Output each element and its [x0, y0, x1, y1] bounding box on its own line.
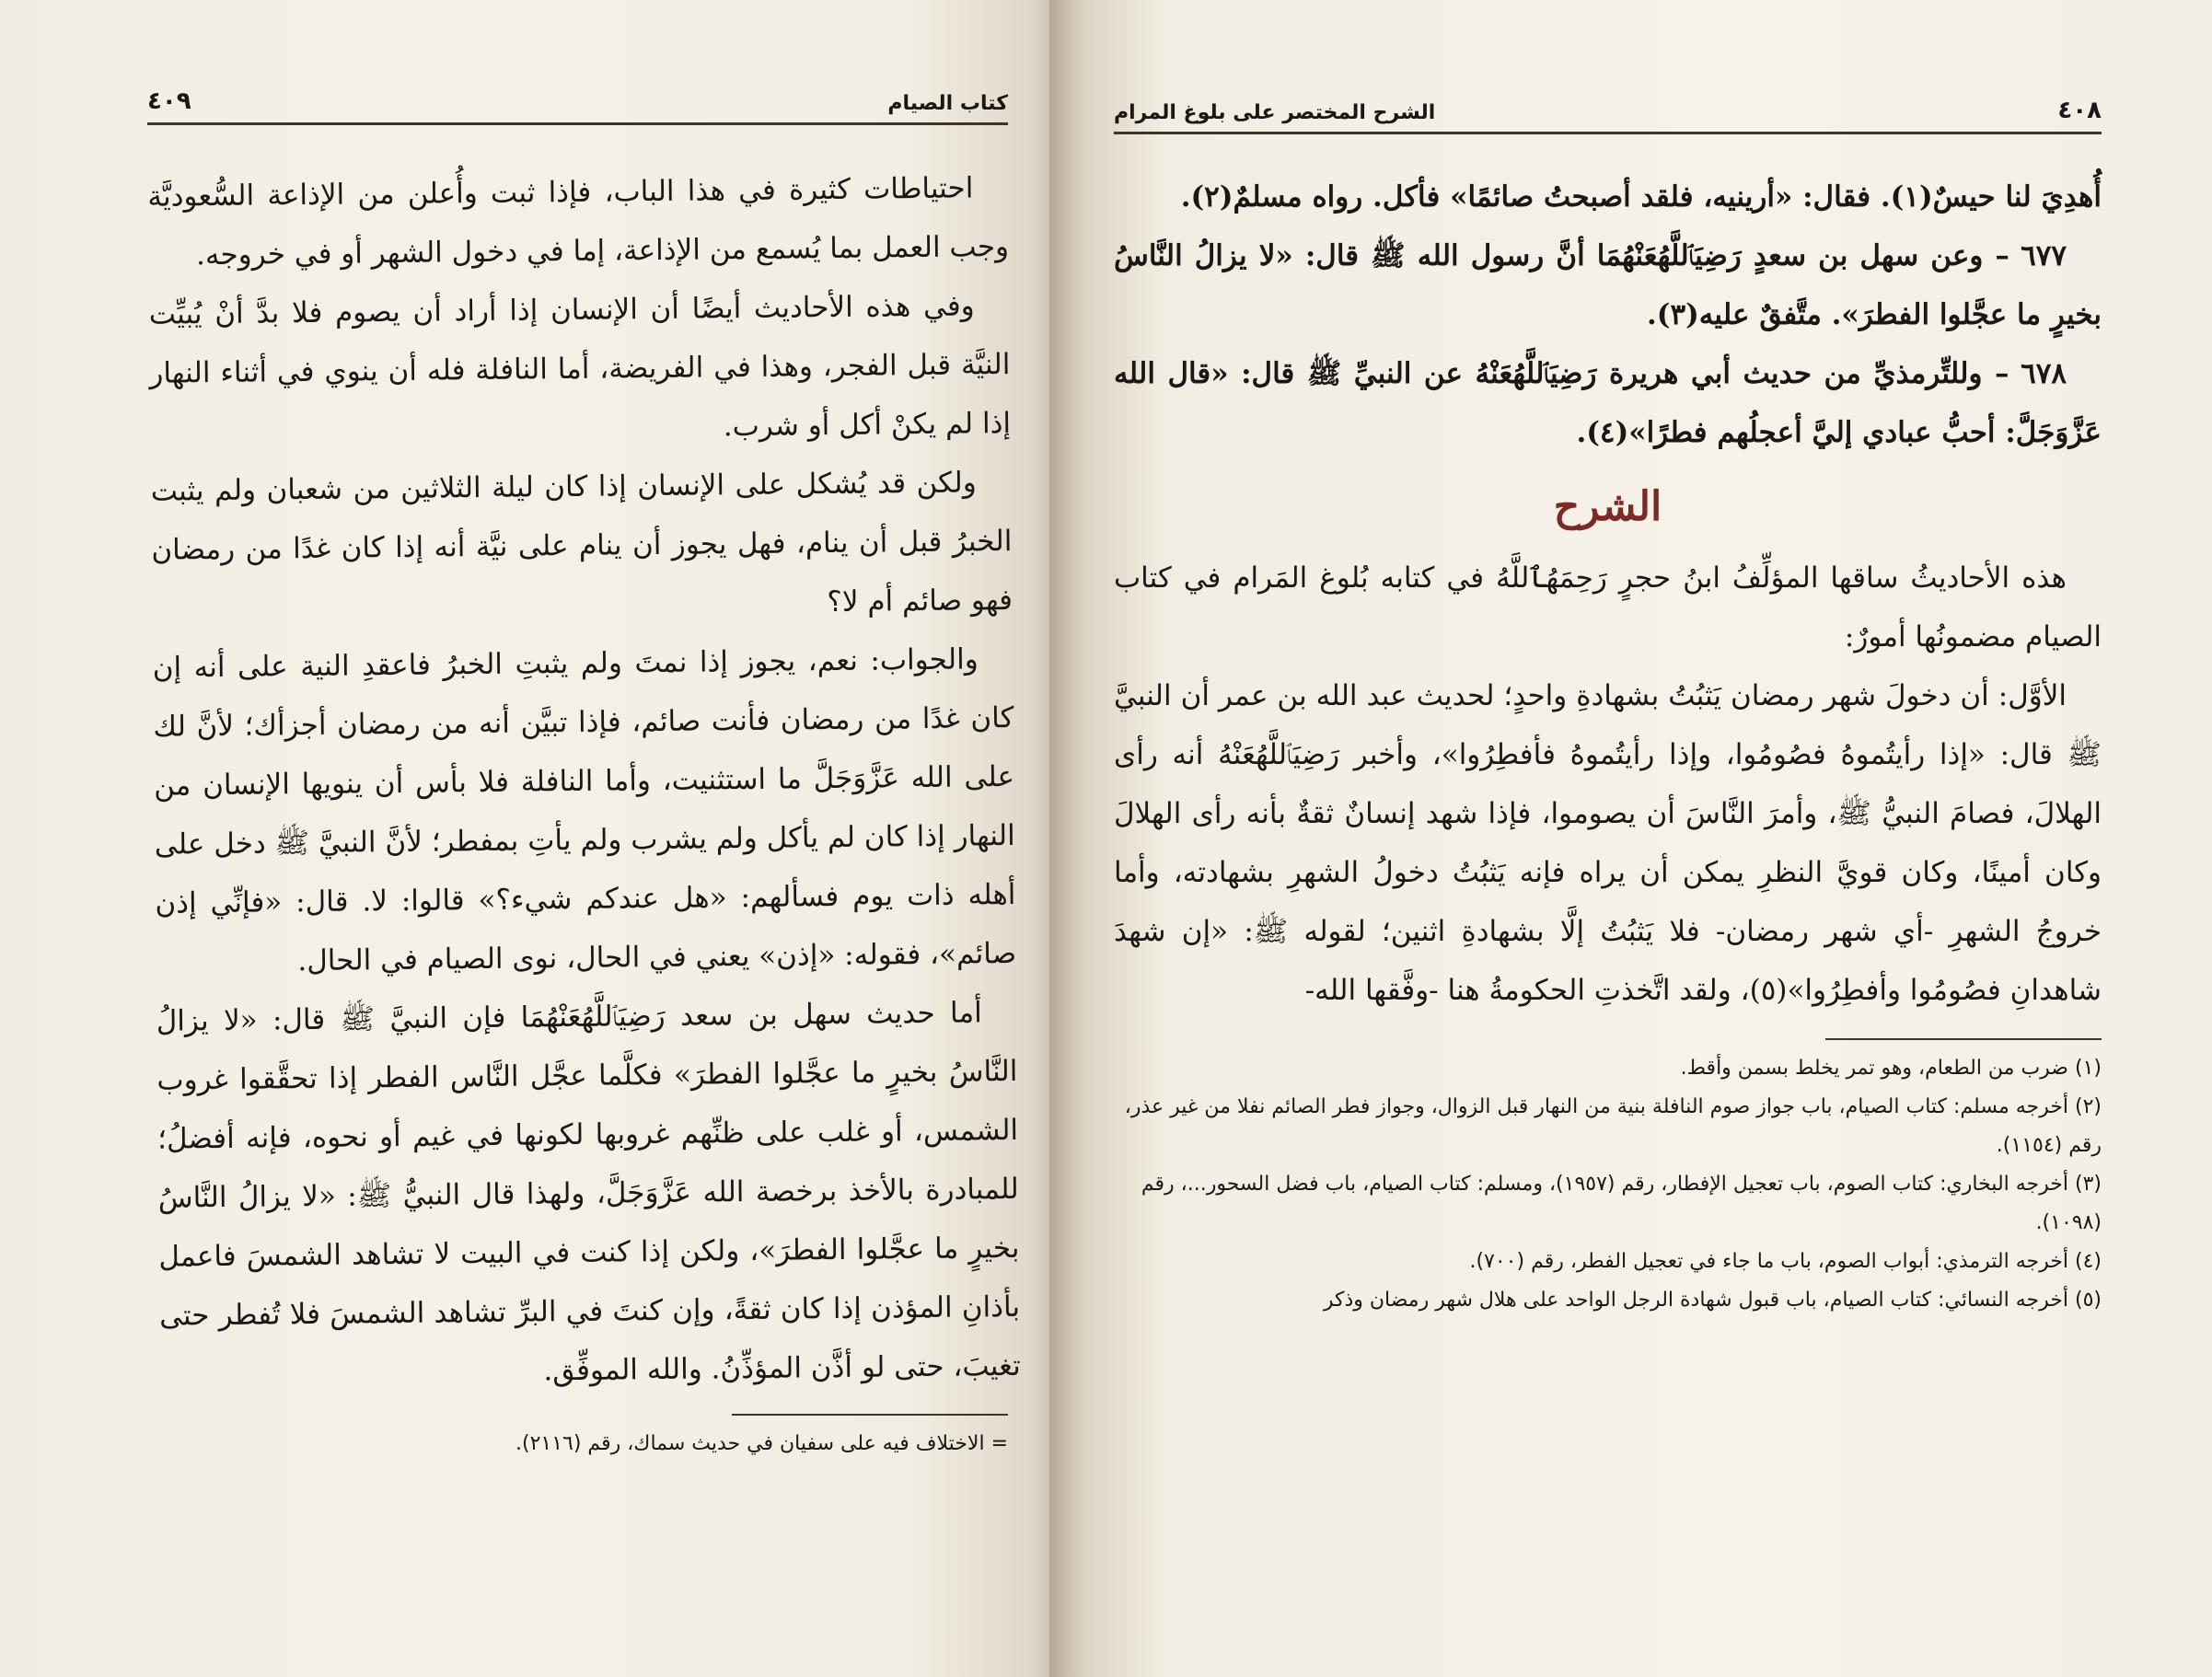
footnote-item: (٤) أخرجه الترمذي: أبواب الصوم، باب ما جاء في تعجيل الفطر، رقم (٧٠٠). — [1469, 1250, 2102, 1273]
right-page-header — [1114, 97, 2102, 134]
footnote-item: (٢) أخرجه مسلم: كتاب الصيام، باب جواز صوم النافلة بنية من النهار قبل الزوال، وجواز فطر الصائم نفلا من غير عذر، رقم (١١٥٤). — [1124, 1095, 2102, 1157]
hadith-text: – وللتِّرمذيِّ من حديث أبي هريرة رَضِيَٱللَّهُعَنْهُ عن النبيِّ ﷺ قال: «قال الله عَزَّوَجَلَّ: أحبُّ عبادي إليَّ أعجلُهم فطرًا»(٤). — [1114, 357, 2102, 449]
right-paragraph: هذه الأحاديثُ ساقها المؤلِّفُ ابنُ حجرٍ رَحِمَهُٱللَّهُ في كتابه بُلوغ المَرام في كتاب الصيام مضمونُها أمورٌ: — [1114, 561, 2102, 653]
hadith-continuation: أُهدِيَ لنا حيسٌ(١). فقال: «أرينيه، فلقد أصبحتُ صائمًا» فأكل. رواه مسلمٌ(٢). — [1180, 180, 2102, 214]
left-running-title: كتاب الصيام — [887, 92, 1008, 115]
left-paragraph: أما حديث سهل بن سعد رَضِيَٱللَّهُعَنْهُمَا فإن النبيَّ ﷺ قال: «لا يزالُ النَّاسُ بخيرٍ ما عجَّلوا الفطرَ» فكلَّما عجَّل النَّاس الفطر إذا تحقَّقوا غروب الشمس، أو غلب على ظنِّهم غروبها لكونها في غيم أو نحوه، فإنه أفضلُ؛ للمبادرة بالأخذ برخصة الله عَزَّوَجَلَّ، ولهذا قال النبيُّ ﷺ: «لا يزالُ النَّاسُ بخيرٍ ما عجَّلوا الفطرَ»، ولكن إذا كنت في البيت لا تشاهد الشمسَ فاعمل بأذانِ المؤذن إذا كان ثقةً، وإن كنتَ في البرِّ تشاهد الشمسَ فلا تُفطر حتى تغيبَ، حتى لو أذَّن المؤذِّنُ. والله الموفِّق. — [156, 996, 1021, 1388]
hadith-678 — [1114, 344, 2102, 462]
right-paragraph: الأوَّل: أن دخولَ شهر رمضان يَثبُتُ بشهادةِ واحدٍ؛ لحديث عبد الله بن عمر أن النبيَّ ﷺ قال: «إذا رأيتُموهُ فصُومُوا، وإذا رأيتُموهُ فأفطِرُوا»، وأخبر رَضِيَٱللَّهُعَنْهُ أنه رأى الهلالَ، فصامَ النبيُّ ﷺ، وأمرَ النَّاسَ أن يصوموا، فإذا شهد إنسانٌ ثقةٌ بأنه رأى الهلالَ وكان أمينًا، وكان قويَّ النظرِ يمكن أن يراه فإنه يَثبُتُ دخولُ الشهرِ بشهادته، وأما خروجُ الشهرِ -أي شهر رمضان- فلا يَثبُتُ إلَّا بشهادةِ اثنين؛ لقوله ﷺ: «إن شهدَ شاهدانِ فصُومُوا وأفطِرُوا»(٥)، ولقد اتَّخذتِ الحكومةُ هنا -وفَّقها الله- — [1114, 679, 2102, 1007]
hadith-number: ٦٧٧ — [2021, 239, 2067, 272]
left-page-number: ٤٠٩ — [147, 87, 191, 115]
right-footnote-divider — [1825, 1038, 2102, 1040]
left-footnote: = الاختلاف فيه على سفيان في حديث سماك، رقم (٢١١٦). — [515, 1432, 1008, 1455]
left-paragraph: والجواب: نعم، يجوز إذا نمتَ ولم يثبتِ الخبرُ فاعقدِ النية على أنه إن كان غدًا من رمضان فأنت صائم، فإذا تبيَّن أنه من رمضان أجزأك؛ لأنَّ لك على الله عَزَّوَجَلَّ ما استثنيت، وأما النافلة فلا بأس أن ينويها الإنسان من النهار إذا كان لم يأكل ولم يشرب ولم يأتِ بمفطر؛ لأنَّ النبيَّ ﷺ دخل على أهله ذات يوم فسألهم: «هل عندكم شيء؟» قالوا: لا. قال: «فإنِّي إذن صائم»، فقوله: «إذن» يعني في الحال، نوى الصيام في الحال. — [152, 642, 1017, 978]
footnote-item: (١) ضرب من الطعام، وهو تمر يخلط بسمن وأقط. — [1680, 1057, 2102, 1080]
left-paragraph: احتياطات كثيرة في هذا الباب، فإذا ثبت وأُعلن من الإذاعة السُّعوديَّة وجب العمل بما يُسمع من الإذاعة، إما في دخول الشهر أو في خروجه. — [147, 171, 1010, 272]
left-footnote-divider — [732, 1414, 1008, 1416]
right-running-title: الشرح المختصر على بلوغ المرام — [1114, 101, 1436, 124]
section-title: الشرح — [1553, 483, 1662, 530]
footnote-item: (٣) أخرجه البخاري: كتاب الصوم، باب تعجيل الإفطار، رقم (١٩٥٧)، ومسلم: كتاب الصيام، باب فضل السحور...، رقم (١٠٩٨). — [1141, 1173, 2102, 1234]
footnote-item: (٥) أخرجه النسائي: كتاب الصيام، باب قبول شهادة الرجل الواحد على هلال شهر رمضان وذكر — [1323, 1289, 2102, 1312]
left-footnotes — [147, 1425, 1008, 1463]
left-page-header — [147, 87, 1008, 125]
right-page — [1049, 0, 2212, 1677]
left-page — [0, 0, 1072, 1677]
hadith-text: – وعن سهل بن سعدٍ رَضِيَٱللَّهُعَنْهُمَا أنَّ رسول الله ﷺ قال: «لا يزالُ النَّاسُ بخيرٍ ما عجَّلوا الفطرَ». متَّفقٌ عليه(٣). — [1114, 239, 2102, 331]
right-page-body — [1114, 168, 2102, 1020]
hadith-677 — [1114, 226, 2102, 344]
left-page-body — [147, 158, 1021, 1405]
left-paragraph: ولكن قد يُشكل على الإنسان إذا كان ليلة الثلاثين من شعبان ولم يثبت الخبرُ قبل أن ينام، فهل يجوز أن ينام على نيَّة أنه إذا كان غدًا من رمضان فهو صائم أم لا؟ — [150, 466, 1013, 619]
hadith-number: ٦٧٨ — [2021, 357, 2067, 390]
right-page-number: ٤٠٨ — [2057, 97, 2102, 124]
left-paragraph: وفي هذه الأحاديث أيضًا أن الإنسان إذا أراد أن يصوم فلا بدَّ أنْ يُبيِّت النيَّة قبل الفجر، وهذا في الفريضة، أما النافلة فله أن ينوي في أثناء النهار إذا لم يكنْ أكل أو شرب. — [148, 289, 1012, 444]
right-footnotes — [1114, 1049, 2102, 1320]
